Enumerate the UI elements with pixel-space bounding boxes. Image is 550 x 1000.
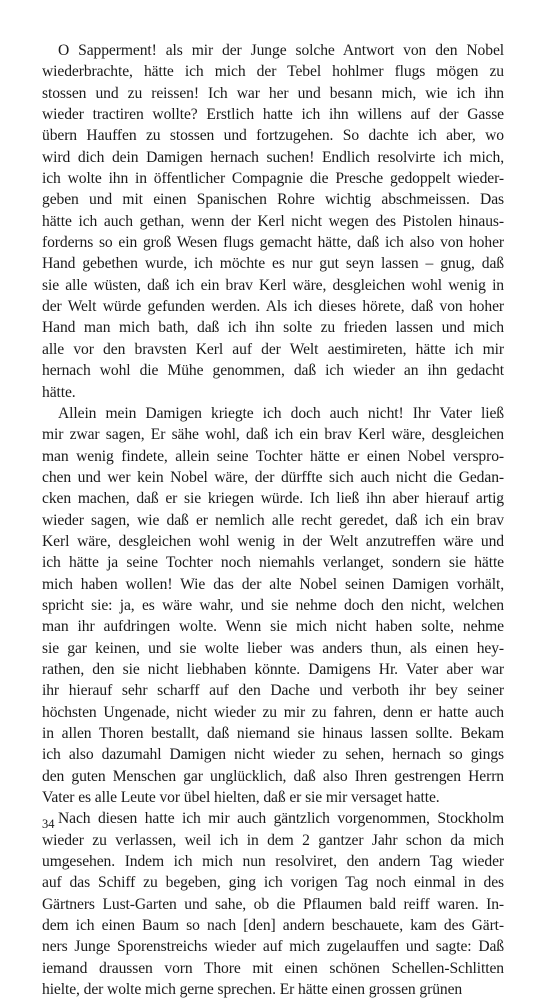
text-line: wiederbrachte, hätte ich mich der Tebel hohlmer flugs mögen zu — [42, 63, 504, 81]
text-line: cken machen, daß er sie kriegen würde. Ich ließ ihn aber hierauf artig — [42, 490, 504, 508]
text-line: Kerl wäre, desgleichen wohl wenig in der Welt anzutreffen wäre und — [42, 532, 504, 550]
text-line: auf das Schiff zu begeben, ging ich vorigen Tag noch einmal in des — [42, 874, 504, 892]
text-line: Hand gebethen wurde, ich möchte es nur gut seyn lassen – gnug, daß — [42, 255, 504, 273]
page-number: 34 — [42, 817, 55, 831]
paragraph — [42, 40, 504, 403]
text-line: wieder tractiren wollte? Erstlich hatte ich ihn willens auf der Gasse — [42, 106, 504, 124]
text-line: Vater es alle Leute vor übel hielten, daß er sie mir versaget hatte. — [42, 789, 440, 807]
text-line: Nach diesen hatte ich mir auch gäntzlich vorgenommen, Stockholm — [58, 810, 504, 828]
paragraph — [42, 808, 504, 1000]
text-line: Gärtners Lust-Garten und sahe, ob die Pflaumen bald reiff waren. In- — [42, 895, 504, 913]
text-line: hielte, der wolte mich gerne sprechen. Er hätte einen grossen grünen — [42, 981, 463, 999]
text-line: ich hätte ja seine Tochter noch niemahls verlanget, sondern sie hätte — [42, 554, 504, 572]
text-line: übern Hauffen zu stossen und fortzugehen. So dachte ich aber, wo — [42, 127, 504, 145]
text-line: höchsten Ungenade, nicht wieder zu mir zu fahren, denn er hatte auch — [42, 703, 504, 721]
text-line: sie alle wüsten, daß ich ein brav Kerl wäre, desgleichen wohl wenig in — [42, 276, 504, 294]
text-line: chen und wer kein Nobel wäre, der dürffte sich auch nicht die Gedan- — [42, 468, 504, 486]
text-line: ihr hierauf sehr scharff auf den Dache und verboth ihr bey seiner — [42, 682, 504, 700]
text-line: Allein mein Damigen kriegte ich doch auch nicht! Ihr Vater ließ — [58, 404, 504, 422]
book-page-text — [42, 40, 504, 1000]
text-line: wieder sagen, wie daß er nemlich alle recht geredet, daß ich ein brav — [42, 511, 504, 529]
text-line: forderns so ein groß Wesen flugs gemacht hätte, daß ich also von hoher — [42, 234, 504, 252]
text-line: in allen Thoren bestallt, daß niemand sie hinaus lassen sollte. Bekam — [42, 725, 504, 742]
text-line: iemand draussen vorn Thore mit einen schönen Schellen-Schlitten — [42, 959, 504, 977]
text-line: alle vor den bravsten Kerl auf der Welt aestimireten, hätte ich mir — [42, 340, 504, 358]
text-line: geben und mit einen Spanischen Rohre wichtig abschmeissen. Das — [42, 191, 504, 209]
text-line: wird dich dein Damigen hernach suchen! Endlich resolvirte ich mich, — [42, 148, 504, 166]
text-line: man wenig findete, allein seine Tochter hätte er einen Nobel verspro- — [42, 447, 504, 465]
text-line: mich haben wollen! Wie das der alte Nobel seinen Damigen vorhält, — [42, 575, 504, 593]
text-line: ich also dazumahl Damigen nicht wieder zu sehen, hernach so gings — [42, 746, 504, 764]
text-line: wieder zu verlassen, weil ich in dem 2 gantzer Jahr schon da mich — [42, 831, 504, 849]
text-line: hätte. — [42, 383, 76, 401]
text-line: rathen, den sie nicht liebhaben könnte. Damigens Hr. Vater aber war — [42, 660, 504, 678]
text-line: ners Junge Sporenstreichs wieder auf mich zugelauffen und sagte: Daß — [42, 938, 504, 956]
text-line: dem ich einen Baum so nach [den] andern beschauete, kam des Gärt- — [42, 917, 504, 935]
text-line: spricht sie: ja, es wäre wahr, und sie nehme doch den nicht, welchen — [42, 596, 504, 614]
text-line: stossen und zu reissen! Ich war her und besann mich, wie ich ihn — [42, 84, 504, 102]
text-line: man ihr aufdringen wolte. Wenn sie mich nicht haben solte, nehme — [42, 618, 504, 636]
text-line: hernach wohl die Mühe genommen, daß ich wieder an ihn gedacht — [42, 362, 504, 380]
text-line: ich wolte ihn in öffentlicher Compagnie die Presche gedoppelt wieder- — [42, 170, 504, 188]
text-line: O Sapperment! als mir der Junge solche Antwort von den Nobel — [58, 42, 504, 59]
text-line: der Welt würde gefunden werden. Als ich dieses hörete, daß von hoher — [42, 298, 504, 316]
text-line: sie gar keinen, und sie wolte lieber was anders thun, als einen hey- — [42, 639, 504, 657]
text-line: hätte ich auch gethan, wenn der Kerl nicht wegen des Pistolen hinaus- — [42, 212, 504, 230]
text-line: den guten Menschen gar unglücklich, daß also Ihren gestrengen Herrn — [42, 767, 504, 785]
text-line: umgesehen. Indem ich mich nun resolviret, den andern Tag wieder — [42, 853, 504, 871]
text-line: mir zwar sagen, Er sähe wohl, daß ich ein brav Kerl wäre, desgleichen — [42, 426, 504, 444]
paragraph — [42, 403, 504, 809]
text-line: Hand man mich bath, daß ich ihn solte zu frieden lassen und mich — [42, 319, 504, 337]
